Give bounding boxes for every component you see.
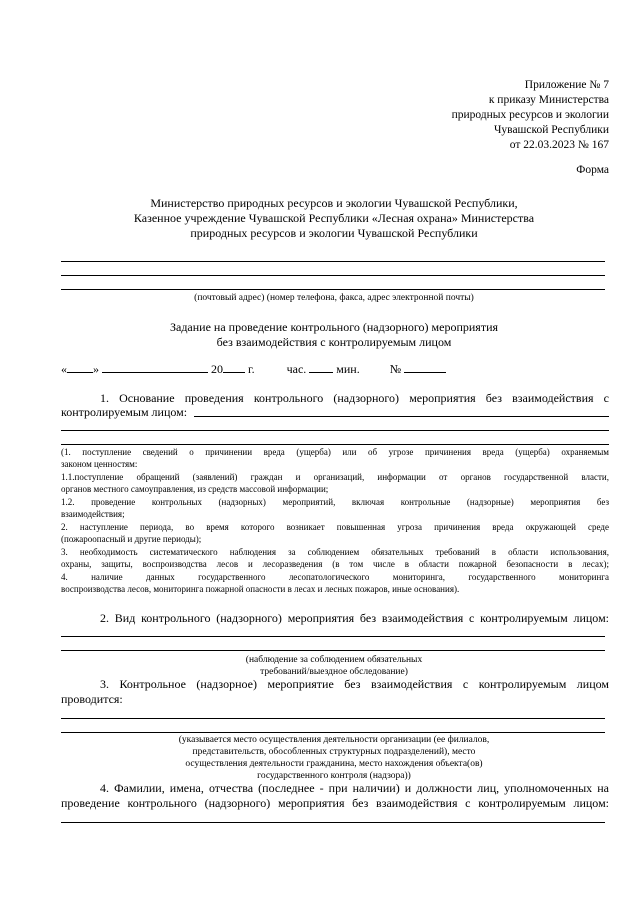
- section-1-blank-line-1[interactable]: [61, 430, 609, 431]
- section-4-heading-cont: проведение контрольного (надзорного) мероприятия без взаимодействия с контролируемым лицом:: [61, 796, 609, 810]
- section-3-heading-cont: проводится:: [61, 692, 123, 706]
- section-3-caption-3: осуществления деятельности гражданина, место нахождения объекта(ов): [185, 759, 483, 769]
- address-blank-line-1[interactable]: [61, 261, 605, 262]
- address-blank-line-2[interactable]: [61, 275, 605, 276]
- year-suffix: г.: [248, 362, 255, 376]
- section-3-blank-line-1[interactable]: [61, 718, 605, 719]
- date-close-quote: »: [93, 362, 99, 376]
- section-1-blank-line-2[interactable]: [61, 444, 609, 445]
- hours-label: час.: [286, 362, 307, 376]
- section-1-note-9: 3. необходимость систематического наблюдения за соблюдением обязательных требований в области использования,: [61, 547, 609, 557]
- section-1-note-5: 1.2. проведение контрольных (надзорных) мероприятий, включая контрольные (надзорные) мероприятия без: [61, 497, 609, 507]
- org-line-3: природных ресурсов и экологии Чувашской Республики: [190, 226, 478, 240]
- section-1-heading: 1. Основание проведения контрольного (надзорного) мероприятия без взаимодействия с: [100, 391, 609, 405]
- minutes-blank[interactable]: [309, 371, 333, 373]
- section-1-note-7: 2. наступление периода, во время которого возникает повышенная угроза причинения вреда окружающей среде: [61, 522, 609, 532]
- section-1-note-4: органов местного самоуправления, из средств массовой информации;: [61, 484, 329, 494]
- address-blank-line-3[interactable]: [61, 289, 605, 290]
- section-3-heading: 3. Контрольное (надзорное) мероприятие без взаимодействия с контролируемым лицом: [100, 677, 609, 691]
- section-4-blank-line-1[interactable]: [61, 822, 605, 823]
- document-title-line-1: Задание на проведение контрольного (надзорного) мероприятия: [169, 320, 499, 334]
- appendix-republic-line: Чувашской Республики: [493, 124, 609, 136]
- year-prefix: 20: [211, 362, 223, 376]
- form-label: Форма: [576, 164, 609, 176]
- date-open-quote: «: [61, 362, 67, 376]
- section-3-caption-4: государственного контроля (надзора)): [257, 771, 411, 781]
- section-1-note-10: охраны, защиты, воспроизводства лесов и лесоразведения (в том числе в области пожарной безопасности в лесах);: [61, 559, 609, 569]
- appendix-order-line: к приказу Министерства: [488, 94, 609, 106]
- day-blank[interactable]: [67, 371, 93, 373]
- section-1-note-6: взаимодействия;: [61, 509, 125, 519]
- section-1-note-11: 4. наличие данных государственного лесопатологического мониторинга, государственного мониторинга: [61, 572, 609, 582]
- section-2-caption-1: (наблюдение за соблюдением обязательных: [245, 655, 423, 665]
- section-3-caption-2: представительств, обособленных структурных подразделений), место: [192, 747, 476, 757]
- section-1-heading-cont: контролируемым лицом:: [61, 405, 188, 419]
- appendix-number: Приложение № 7: [524, 79, 609, 91]
- section-1-note-2: законом ценностям:: [61, 459, 138, 469]
- section-2-blank-line-1[interactable]: [61, 636, 605, 637]
- section-2-heading: 2. Вид контрольного (надзорного) мероприятия без взаимодействия с контролируемым лицом:: [100, 611, 609, 625]
- section-4-heading: 4. Фамилии, имена, отчества (последнее - при наличии) и должности лиц, уполномоченных на: [100, 781, 609, 795]
- section-1-note-8: (пожароопасный и другие периоды);: [61, 534, 202, 544]
- section-1-note-12: воспроизводства лесов, мониторинга пожарной опасности в лесах и лесных пожаров, иные основания).: [61, 584, 460, 594]
- org-line-1: Министерство природных ресурсов и экологии Чувашской Республики,: [150, 196, 518, 210]
- section-3-blank-line-2[interactable]: [61, 732, 605, 733]
- minutes-label: мин.: [336, 362, 360, 376]
- section-1-note-3: 1.1.поступление обращений (заявлений) граждан и организаций, информации от органов государственной власти,: [61, 472, 609, 482]
- section-1-note-1: (1. поступление сведений о причинении вреда (ущерба) или об угрозе причинения вреда (ущерба) охраняемым: [61, 447, 609, 457]
- number-blank[interactable]: [404, 371, 446, 373]
- section-2-blank-line-2[interactable]: [61, 650, 605, 651]
- section-2-caption-2: требований/выездное обследование): [260, 667, 408, 677]
- address-caption: (почтовый адрес) (номер телефона, факса, адрес электронной почты): [194, 293, 474, 303]
- section-1-blank-inline[interactable]: [194, 416, 609, 417]
- document-title-line-2: без взаимодействия с контролируемым лицом: [216, 335, 452, 349]
- org-line-2: Казенное учреждение Чувашской Республики «Лесная охрана» Министерства: [133, 211, 535, 225]
- month-blank[interactable]: [102, 371, 208, 373]
- section-3-caption-1: (указывается место осуществления деятельности организации (ее филиалов,: [178, 735, 490, 745]
- appendix-ministry-line: природных ресурсов и экологии: [451, 109, 609, 121]
- date-row: [61, 362, 446, 377]
- year-blank[interactable]: [223, 371, 245, 373]
- number-label: №: [389, 362, 402, 376]
- appendix-date-line: от 22.03.2023 № 167: [509, 139, 609, 151]
